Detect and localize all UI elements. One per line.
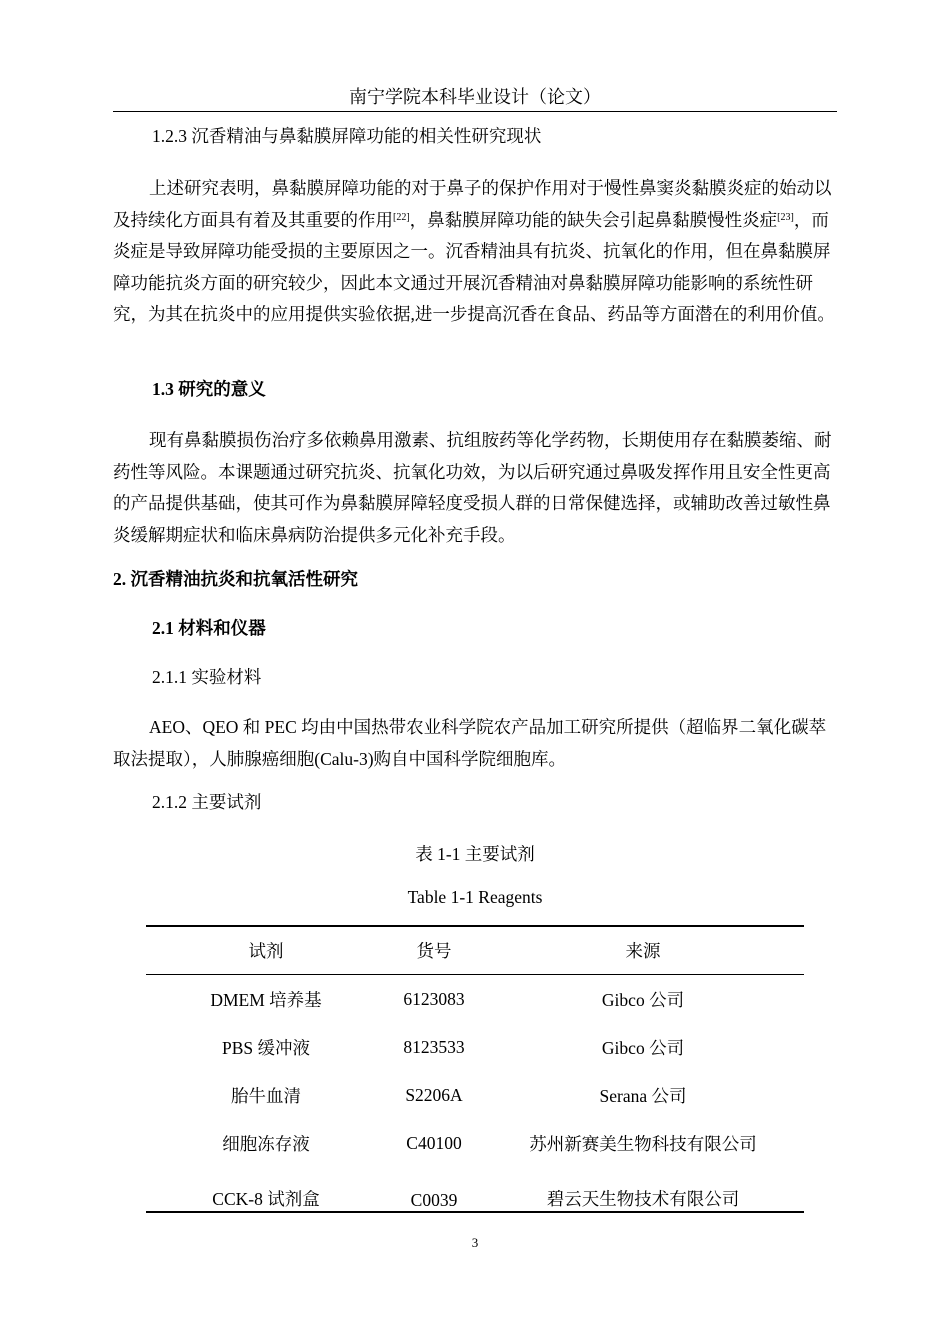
table-cell: C0039 xyxy=(410,1190,458,1210)
section-heading-1-2-3: 1.2.3 沉香精油与鼻黏膜屏障功能的相关性研究现状 xyxy=(152,126,542,146)
table-cell: DMEM 培养基 xyxy=(210,989,322,1010)
paragraph-1-text-a: 上述研究表明，鼻黏膜屏障功能的对于鼻子的保护作用对于慢性鼻窦炎黏膜炎症的始动以及持续化方面具有着及其重要的作用 xyxy=(113,178,832,230)
header-rule xyxy=(113,111,837,112)
table-cell: Serana 公司 xyxy=(599,1085,687,1106)
table-cell: CCK-8 试剂盒 xyxy=(212,1189,320,1209)
citation-22[interactable]: [22] xyxy=(393,211,410,223)
table-cell: C40100 xyxy=(406,1132,462,1153)
table-cell: Gibco 公司 xyxy=(601,989,685,1010)
table-row xyxy=(146,1167,804,1211)
page-number: 3 xyxy=(471,1235,479,1250)
table-cell: 6123083 xyxy=(403,988,465,1009)
paragraph-1-text-b: ，鼻黏膜屏障功能的缺失会引起鼻黏膜慢性炎症 xyxy=(409,209,778,230)
paragraph-1-text-c: ，而炎症是导致屏障功能受损的主要原因之一。沉香精油具有抗炎、抗氧化的作用，但在鼻黏膜屏障功能抗炎方面的研究较少，因此本文通过开展沉香精油对鼻黏膜屏障功能影响的系统性研究，为其在抗炎中的应用提供实验依据,进一步提高沉香在食品、药品等方面潜在的利用价值。 xyxy=(113,209,835,324)
table-cell: 胎牛血清 xyxy=(231,1085,301,1106)
table-caption-cn: 表 1-1 主要试剂 xyxy=(415,844,535,864)
paragraph-3: AEO、QEO 和 PEC 均由中国热带农业科学院农产品加工研究所提供（超临界二氧化碳萃取法提取），人肺腺癌细胞(Calu-3)购自中国科学院细胞库。 xyxy=(113,717,827,769)
table-row xyxy=(146,1023,804,1071)
table-cell: 细胞冻存液 xyxy=(222,1133,310,1154)
table-cell: Gibco 公司 xyxy=(601,1037,685,1058)
citation-23[interactable]: [23] xyxy=(777,211,794,223)
reagents-table xyxy=(146,925,804,1213)
table-header-cell: 试剂 xyxy=(248,941,284,961)
section-heading-2-1: 2.1 材料和仪器 xyxy=(152,618,266,638)
table-row xyxy=(146,975,804,1023)
paragraph-1 xyxy=(113,173,837,331)
section-heading-2-1-2: 2.1.2 主要试剂 xyxy=(152,792,262,812)
table-cell: 苏州新赛美生物科技有限公司 xyxy=(529,1133,757,1154)
page-header: 南宁学院本科毕业设计（论文） xyxy=(349,87,601,107)
section-heading-2: 2. 沉香精油抗炎和抗氧活性研究 xyxy=(113,569,358,589)
section-heading-1-3: 1.3 研究的意义 xyxy=(152,379,266,399)
table-header-row xyxy=(146,927,804,974)
table-caption-en: Table 1-1 Reagents xyxy=(407,887,543,907)
table-cell: PBS 缓冲液 xyxy=(221,1037,310,1058)
table-cell: S2206A xyxy=(405,1084,463,1105)
table-row xyxy=(146,1119,804,1167)
table-row xyxy=(146,1071,804,1119)
table-cell: 8123533 xyxy=(403,1036,465,1057)
table-bottom-rule xyxy=(146,1211,804,1213)
section-heading-2-1-1: 2.1.1 实验材料 xyxy=(152,667,262,687)
table-cell: 碧云天生物技术有限公司 xyxy=(546,1189,740,1209)
table-header-cell: 货号 xyxy=(416,941,452,961)
paragraph-2: 现有鼻黏膜损伤治疗多依赖鼻用激素、抗组胺药等化学药物，长期使用存在黏膜萎缩、耐药性等风险。本课题通过研究抗炎、抗氧化功效，为以后研究通过鼻吸发挥作用且安全性更高的产品提供基础，使其可作为鼻黏膜屏障轻度受损人群的日常保健选择，或辅助改善过敏性鼻炎缓解期症状和临床鼻病防治提供多元化补充手段。 xyxy=(113,430,832,545)
table-header-cell: 来源 xyxy=(625,941,661,961)
